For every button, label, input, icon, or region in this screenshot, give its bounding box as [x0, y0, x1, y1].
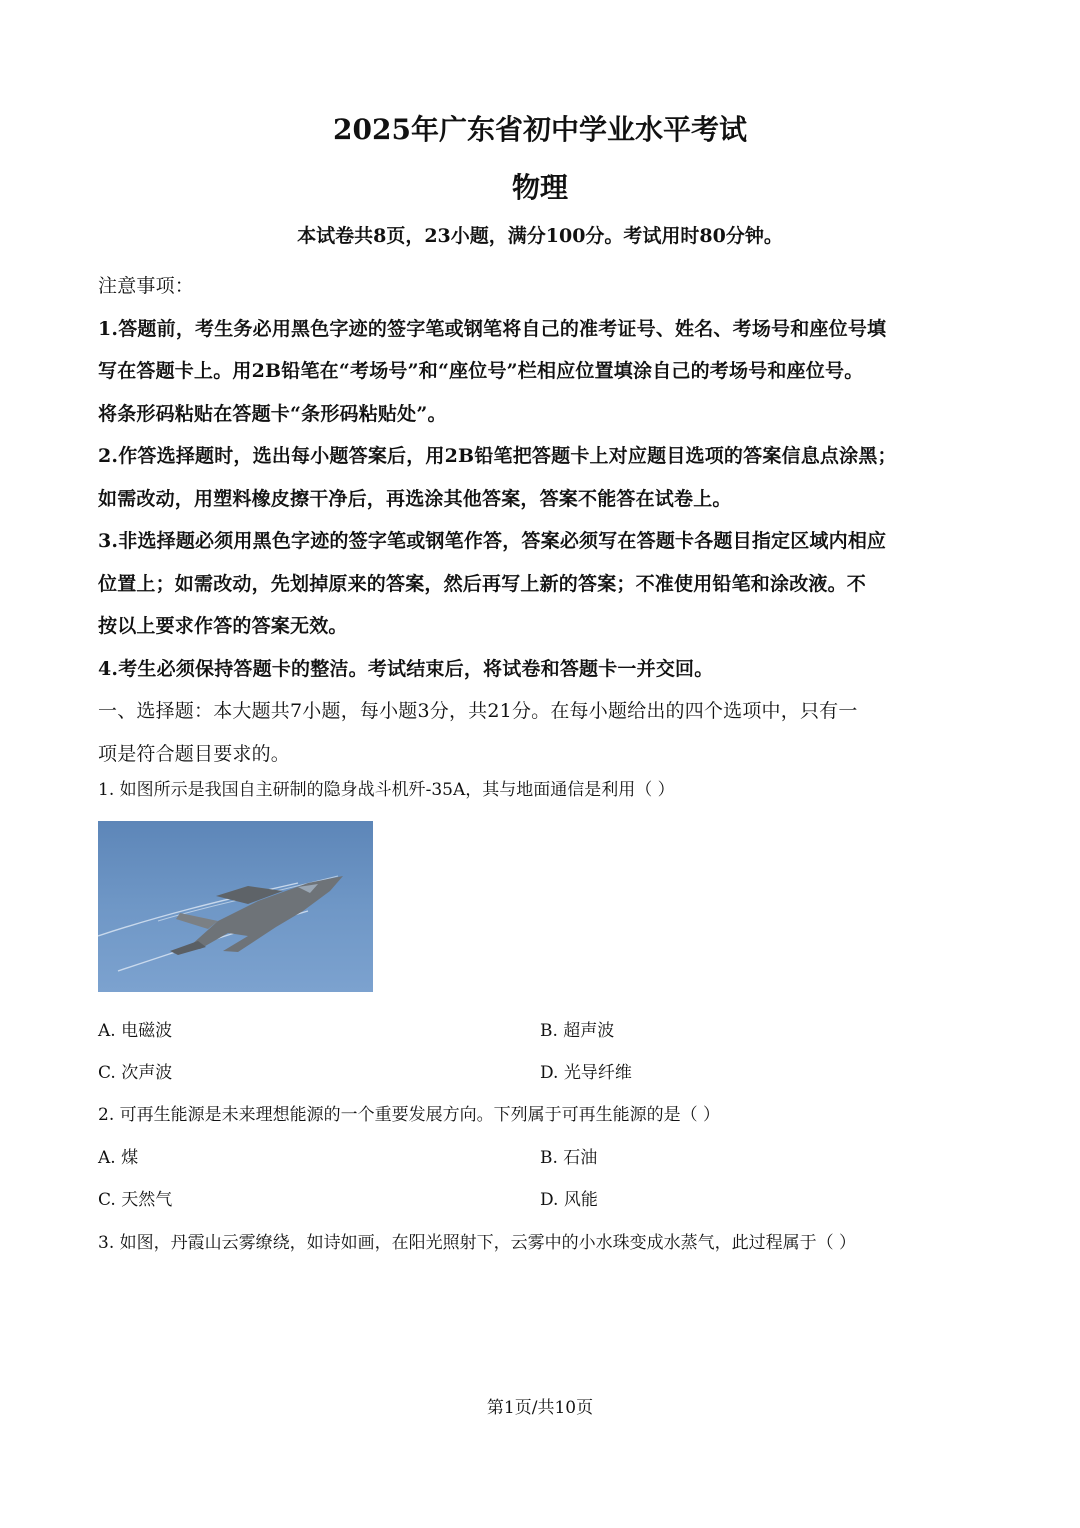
notice-line: 3.非选择题必须用黑色字迹的签字笔或钢笔作答，答案必须写在答题卡各题目指定区域内相应: [98, 530, 887, 552]
notice-line: 按以上要求作答的答案无效。: [98, 615, 348, 637]
notice-line: 如需改动，用塑料橡皮擦干净后，再选涂其他答案，答案不能答在试卷上。: [98, 487, 732, 510]
section-heading: 项是符合题目要求的。: [98, 742, 291, 765]
q1-option-b: B. 超声波: [540, 1021, 615, 1041]
q2-option-b: B. 石油: [540, 1148, 598, 1168]
subject-title: 物理: [511, 171, 568, 204]
q1-option-d: D. 光导纤维: [540, 1063, 632, 1083]
exam-info: 本试卷共8页，23小题，满分100分。考试用时80分钟。: [297, 225, 783, 247]
question-3: 3. 如图，丹霞山云雾缭绕，如诗如画，在阳光照射下，云雾中的小水珠变成水蒸气，此过程属于（ ）: [98, 1233, 857, 1253]
notice-line: 写在答题卡上。用2B铅笔在“考场号”和“座位号”栏相应位置填涂自己的考场号和座位号。: [98, 360, 864, 382]
notice-block: [98, 265, 982, 775]
exam-title: 2025年广东省初中学业水平考试: [333, 113, 747, 146]
page-number: 第1页/共10页: [486, 1398, 594, 1418]
notice-line: 位置上；如需改动，先划掉原来的答案，然后再写上新的答案；不准使用铅笔和涂改液。不: [98, 572, 867, 595]
question-1: 1. 如图所示是我国自主研制的隐身战斗机歼-35A，其与地面通信是利用（ ）: [98, 780, 675, 800]
jet-illustration: [98, 821, 373, 992]
question-2: 2. 可再生能源是未来理想能源的一个重要发展方向。下列属于可再生能源的是（ ）: [98, 1105, 721, 1125]
q1-option-c: C. 次声波: [98, 1063, 173, 1083]
q1-option-a: A. 电磁波: [98, 1021, 173, 1041]
q2-option-a: A. 煤: [98, 1148, 139, 1168]
fighter-jet-photo: [98, 821, 373, 992]
notice-line: 1.答题前，考生务必用黑色字迹的签字笔或钢笔将自己的准考证号、姓名、考场号和座位号填: [98, 317, 887, 340]
q2-option-c: C. 天然气: [98, 1190, 173, 1210]
notice-line: 4.考生必须保持答题卡的整洁。考试结束后，将试卷和答题卡一并交回。: [98, 657, 714, 680]
notice-line: 2.作答选择题时，选出每小题答案后，用2B铅笔把答题卡上对应题目选项的答案信息点涂黑；: [98, 445, 897, 467]
notice-heading: 注意事项：: [98, 275, 195, 297]
notice-line: 将条形码粘贴在答题卡“条形码粘贴处”。: [98, 402, 447, 425]
q2-option-d: D. 风能: [540, 1190, 598, 1210]
section-heading: 一、选择题：本大题共7小题，每小题3分，共21分。在每小题给出的四个选项中，只有一: [98, 700, 858, 722]
